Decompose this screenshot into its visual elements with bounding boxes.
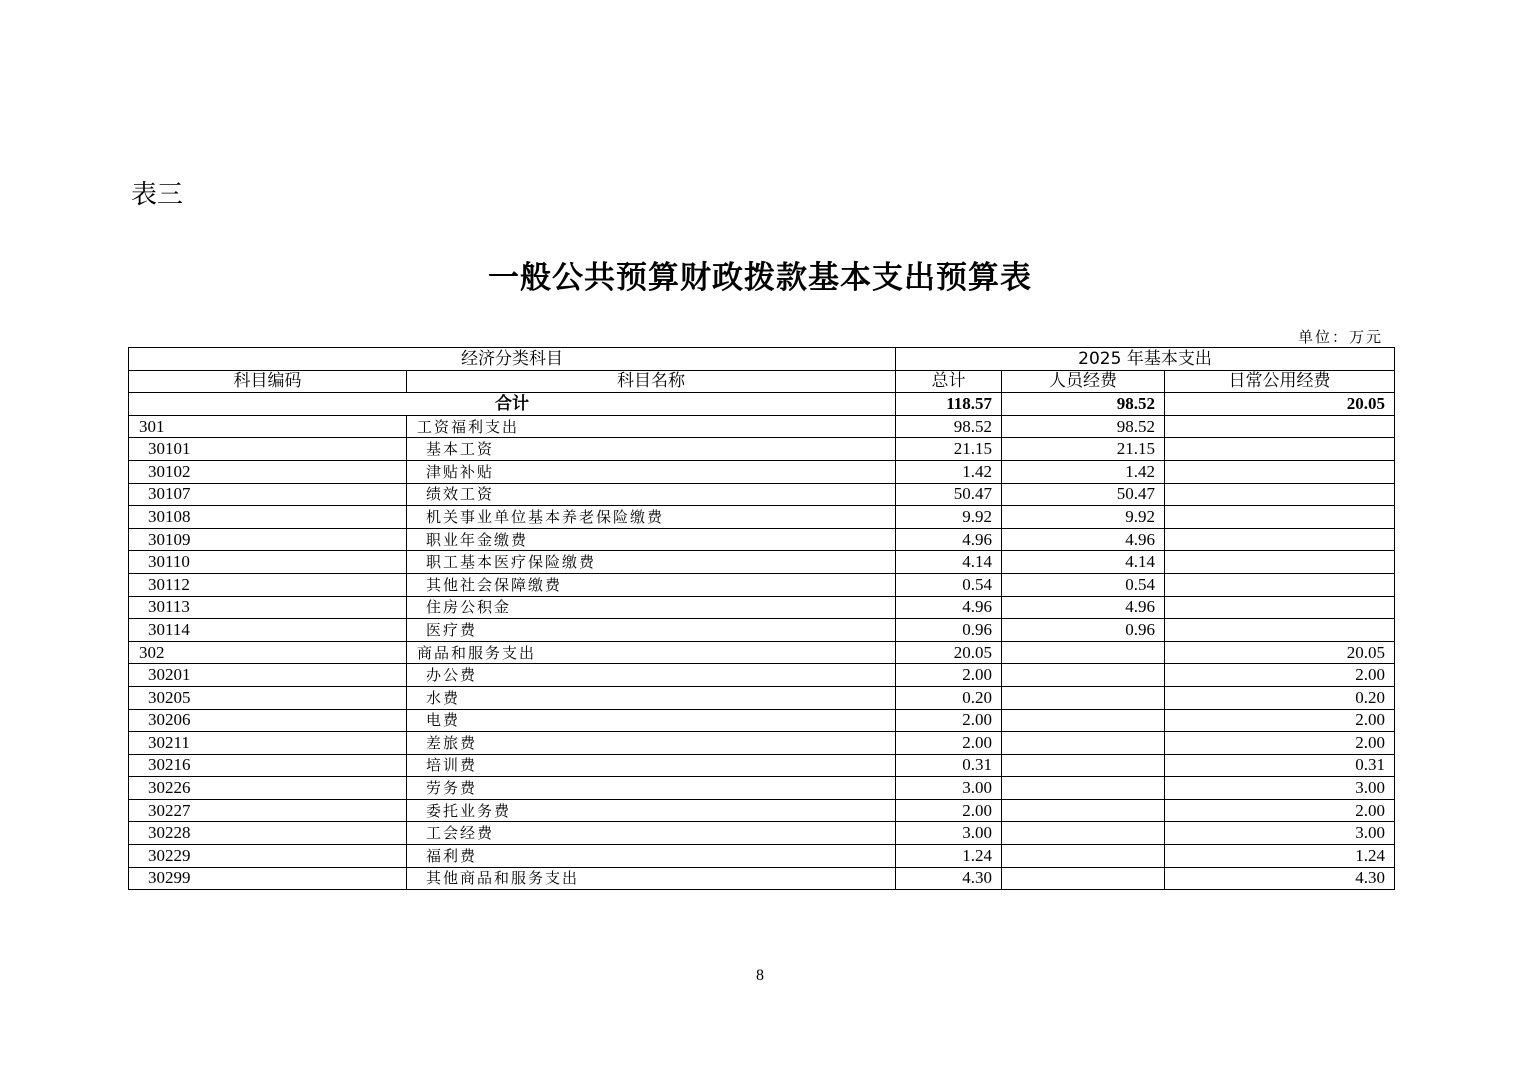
row-total: 4.30 <box>896 867 1002 890</box>
row-public: 3.00 <box>1165 777 1395 800</box>
subject-name: 办公费 <box>407 664 896 687</box>
row-total: 2.00 <box>896 664 1002 687</box>
row-personnel <box>1002 686 1165 709</box>
row-personnel <box>1002 845 1165 868</box>
row-total: 50.47 <box>896 483 1002 506</box>
row-personnel: 4.14 <box>1002 551 1165 574</box>
row-personnel: 50.47 <box>1002 483 1165 506</box>
row-personnel <box>1002 822 1165 845</box>
row-public: 2.00 <box>1165 709 1395 732</box>
table-row <box>129 460 1395 483</box>
subject-code: 30108 <box>129 506 407 529</box>
row-public <box>1165 438 1395 461</box>
table-row <box>129 619 1395 642</box>
subject-code: 30107 <box>129 483 407 506</box>
row-public: 0.20 <box>1165 686 1395 709</box>
row-total: 4.96 <box>896 596 1002 619</box>
row-public: 2.00 <box>1165 732 1395 755</box>
row-personnel: 0.54 <box>1002 573 1165 596</box>
subject-code: 30205 <box>129 686 407 709</box>
subject-code: 301 <box>129 415 407 438</box>
row-personnel <box>1002 664 1165 687</box>
header-personnel: 人员经费 <box>1002 370 1165 393</box>
row-personnel <box>1002 777 1165 800</box>
row-total: 20.05 <box>896 641 1002 664</box>
subject-name: 职工基本医疗保险缴费 <box>407 551 896 574</box>
table-row <box>129 777 1395 800</box>
subject-code: 30216 <box>129 754 407 777</box>
header-name: 科目名称 <box>407 370 896 393</box>
row-public: 2.00 <box>1165 664 1395 687</box>
row-public: 3.00 <box>1165 822 1395 845</box>
summary-label: 合计 <box>129 393 896 416</box>
summary-total: 118.57 <box>896 393 1002 416</box>
subject-name: 工会经费 <box>407 822 896 845</box>
row-public: 4.30 <box>1165 867 1395 890</box>
subject-name: 水费 <box>407 686 896 709</box>
table-label: 表三 <box>131 180 184 210</box>
table-row <box>129 483 1395 506</box>
subject-code: 30102 <box>129 460 407 483</box>
subject-name: 职业年金缴费 <box>407 528 896 551</box>
row-public <box>1165 483 1395 506</box>
row-personnel <box>1002 732 1165 755</box>
row-personnel: 4.96 <box>1002 596 1165 619</box>
row-personnel <box>1002 709 1165 732</box>
unit-note: 单位：万元 <box>1297 328 1383 346</box>
table-row <box>129 664 1395 687</box>
subject-name: 福利费 <box>407 845 896 868</box>
row-public <box>1165 573 1395 596</box>
subject-name: 基本工资 <box>407 438 896 461</box>
table-row <box>129 506 1395 529</box>
row-personnel <box>1002 799 1165 822</box>
budget-table <box>128 347 1395 890</box>
row-personnel: 9.92 <box>1002 506 1165 529</box>
header-public: 日常公用经费 <box>1165 370 1395 393</box>
row-total: 4.96 <box>896 528 1002 551</box>
row-public <box>1165 506 1395 529</box>
subject-code: 30211 <box>129 732 407 755</box>
table-row <box>129 686 1395 709</box>
row-public <box>1165 460 1395 483</box>
subject-code: 30101 <box>129 438 407 461</box>
row-total: 3.00 <box>896 777 1002 800</box>
subject-code: 302 <box>129 641 407 664</box>
subject-code: 30114 <box>129 619 407 642</box>
table-row <box>129 528 1395 551</box>
subject-code: 30228 <box>129 822 407 845</box>
summary-row <box>129 393 1395 416</box>
subject-name: 差旅费 <box>407 732 896 755</box>
row-personnel: 1.42 <box>1002 460 1165 483</box>
row-public: 2.00 <box>1165 799 1395 822</box>
row-total: 1.24 <box>896 845 1002 868</box>
subject-name: 绩效工资 <box>407 483 896 506</box>
subject-name: 培训费 <box>407 754 896 777</box>
row-public: 1.24 <box>1165 845 1395 868</box>
header-code: 科目编码 <box>129 370 407 393</box>
subject-code: 30201 <box>129 664 407 687</box>
subject-name: 其他商品和服务支出 <box>407 867 896 890</box>
subject-code: 30299 <box>129 867 407 890</box>
table-row <box>129 596 1395 619</box>
table-row <box>129 709 1395 732</box>
row-total: 21.15 <box>896 438 1002 461</box>
row-total: 2.00 <box>896 799 1002 822</box>
subject-name: 电费 <box>407 709 896 732</box>
table-row <box>129 415 1395 438</box>
subject-code: 30229 <box>129 845 407 868</box>
table-row <box>129 573 1395 596</box>
document-title: 一般公共预算财政拨款基本支出预算表 <box>488 260 1032 296</box>
column-header-row <box>129 370 1395 393</box>
table-row <box>129 799 1395 822</box>
table-row <box>129 732 1395 755</box>
row-personnel: 0.96 <box>1002 619 1165 642</box>
subject-name: 机关事业单位基本养老保险缴费 <box>407 506 896 529</box>
table-row <box>129 845 1395 868</box>
row-public <box>1165 415 1395 438</box>
row-public: 20.05 <box>1165 641 1395 664</box>
header-economic-classification: 经济分类科目 <box>129 348 896 371</box>
row-total: 2.00 <box>896 709 1002 732</box>
row-personnel <box>1002 754 1165 777</box>
row-total: 0.96 <box>896 619 1002 642</box>
subject-code: 30206 <box>129 709 407 732</box>
table-row <box>129 822 1395 845</box>
header-total: 总计 <box>896 370 1002 393</box>
subject-code: 30109 <box>129 528 407 551</box>
table-row <box>129 551 1395 574</box>
row-total: 98.52 <box>896 415 1002 438</box>
summary-personnel: 98.52 <box>1002 393 1165 416</box>
row-total: 0.31 <box>896 754 1002 777</box>
row-total: 3.00 <box>896 822 1002 845</box>
row-public <box>1165 596 1395 619</box>
row-personnel: 98.52 <box>1002 415 1165 438</box>
subject-code: 30112 <box>129 573 407 596</box>
row-personnel: 21.15 <box>1002 438 1165 461</box>
row-public <box>1165 551 1395 574</box>
subject-name: 商品和服务支出 <box>407 641 896 664</box>
subject-name: 委托业务费 <box>407 799 896 822</box>
row-personnel: 4.96 <box>1002 528 1165 551</box>
subject-name: 住房公积金 <box>407 596 896 619</box>
subject-name: 工资福利支出 <box>407 415 896 438</box>
table-row <box>129 438 1395 461</box>
summary-public: 20.05 <box>1165 393 1395 416</box>
row-total: 0.20 <box>896 686 1002 709</box>
row-personnel <box>1002 867 1165 890</box>
subject-name: 其他社会保障缴费 <box>407 573 896 596</box>
subject-name: 劳务费 <box>407 777 896 800</box>
subject-name: 医疗费 <box>407 619 896 642</box>
table-row <box>129 641 1395 664</box>
subject-code: 30113 <box>129 596 407 619</box>
table-row <box>129 754 1395 777</box>
row-total: 4.14 <box>896 551 1002 574</box>
subject-code: 30110 <box>129 551 407 574</box>
subject-code: 30227 <box>129 799 407 822</box>
row-public <box>1165 528 1395 551</box>
subject-name: 津贴补贴 <box>407 460 896 483</box>
row-total: 0.54 <box>896 573 1002 596</box>
row-total: 9.92 <box>896 506 1002 529</box>
table-row <box>129 867 1395 890</box>
header-basic-expenditure-2025: 2025 年基本支出 <box>896 348 1395 371</box>
row-total: 2.00 <box>896 732 1002 755</box>
row-public <box>1165 619 1395 642</box>
subject-code: 30226 <box>129 777 407 800</box>
row-personnel <box>1002 641 1165 664</box>
group-header-row <box>129 348 1395 371</box>
row-total: 1.42 <box>896 460 1002 483</box>
page-number: 8 <box>756 967 764 984</box>
row-public: 0.31 <box>1165 754 1395 777</box>
